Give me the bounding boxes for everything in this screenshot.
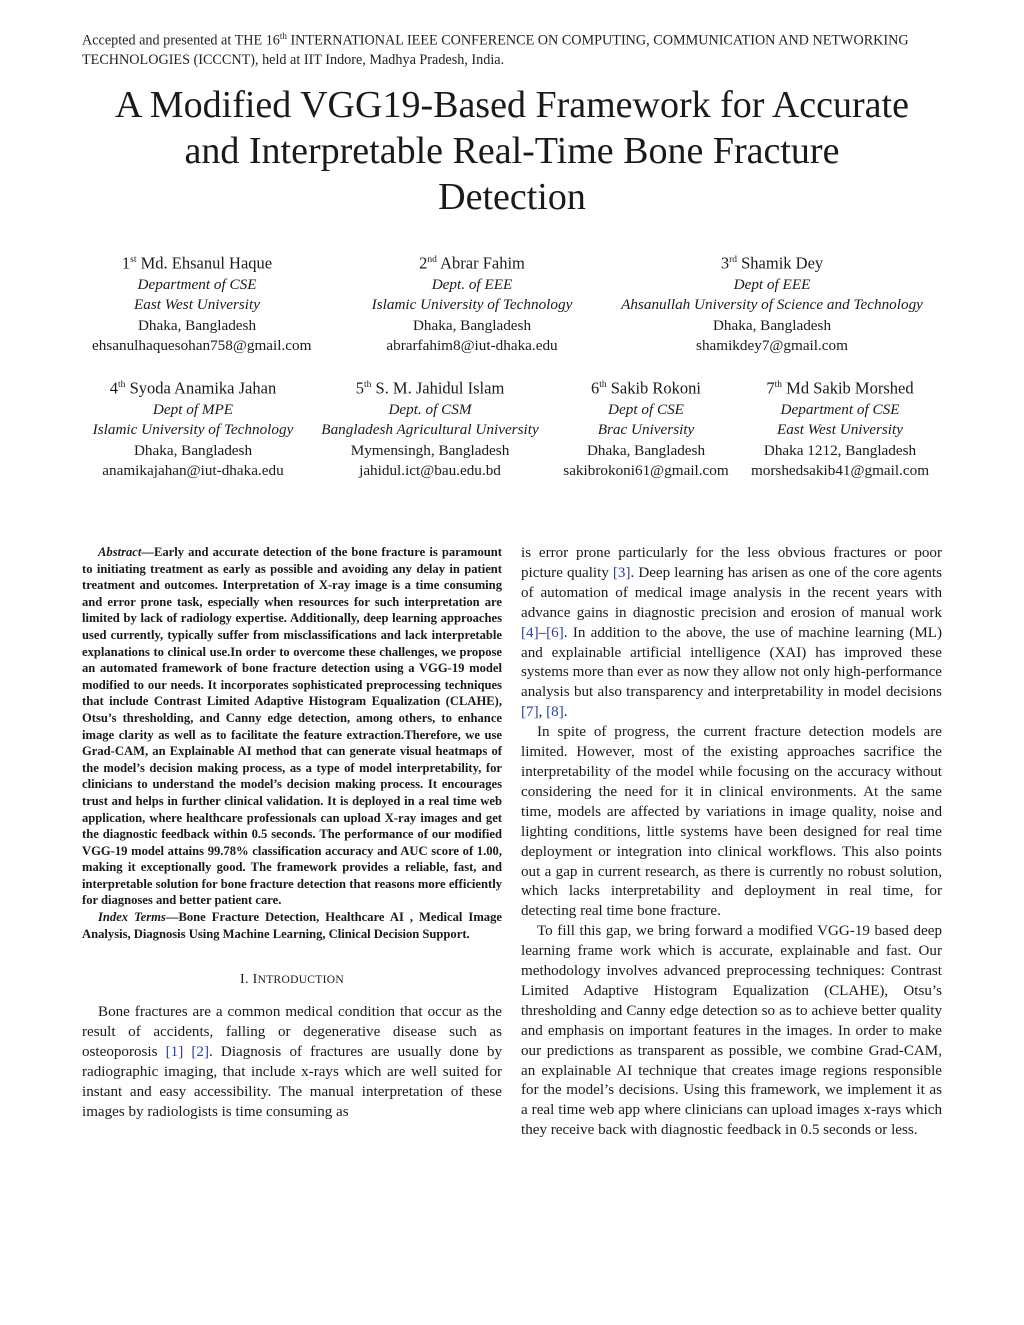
- citation-link[interactable]: [4]: [521, 624, 539, 641]
- author-email: morshedsakib41@gmail.com: [750, 462, 930, 479]
- citation-link[interactable]: [7]: [521, 704, 539, 721]
- notice-text-rest: INTERNATIONAL IEEE CONFERENCE ON COMPUTING, COMMUNICATION AND NETWORKING TECHNOLOGIES (ICCCNT), held at IIT Indore, Madhya Pradesh, India.: [82, 32, 909, 68]
- author-univ: East West University: [777, 421, 903, 438]
- title-line-1: A Modified VGG19-Based Framework for Accurate: [115, 84, 909, 126]
- author-name: 6th Sakib Rokoni: [590, 378, 702, 398]
- author-email: ehsanulhaquesohan758@gmail.com: [92, 337, 312, 354]
- author-block-2: [362, 249, 582, 357]
- author-dept: Department of CSE: [780, 400, 900, 418]
- author-location: Dhaka, Bangladesh: [412, 316, 532, 334]
- author-block-6: [556, 374, 736, 482]
- author-dept: Dept of EEE: [733, 275, 811, 293]
- author-name: 5th S. M. Jahidul Islam: [355, 378, 505, 398]
- author-dept: Dept. of CSM: [388, 400, 472, 418]
- title-line-2: and Interpretable Real-Time Bone Fracture: [184, 130, 840, 172]
- conference-notice: [82, 27, 962, 70]
- author-dept: Dept of CSE: [608, 400, 684, 418]
- author-block-1: [92, 249, 312, 357]
- notice-text: Accepted and presented at THE 16: [82, 32, 280, 49]
- citation-link[interactable]: [2]: [191, 1043, 209, 1060]
- author-dept: Department of CSE: [137, 275, 257, 293]
- author-univ: Islamic University of Technology: [371, 296, 573, 313]
- paper-title: [40, 82, 984, 220]
- right-column: [521, 544, 942, 1141]
- title-line-3: Detection: [438, 176, 586, 218]
- citation-link[interactable]: [1]: [165, 1043, 184, 1060]
- author-univ: East West University: [134, 296, 260, 313]
- author-univ: Islamic University of Technology: [92, 421, 294, 438]
- author-name: 1st Md. Ehsanul Haque: [121, 253, 273, 273]
- author-email: jahidul.ict@bau.edu.bd: [359, 462, 501, 479]
- author-email: abrarfahim8@iut-dhaka.edu: [386, 337, 558, 354]
- citation-link[interactable]: [3]: [612, 564, 631, 581]
- author-block-5: [310, 374, 550, 482]
- author-univ: Brac University: [597, 421, 695, 438]
- author-block-7: [740, 374, 940, 482]
- intro-paragraph-1: Bone fractures are a common medical condition that occur as the result of accidents, falling or degenerative disease such as osteoporosis [1] [2]. Diagnosis of fractures are usually done by radiographic imaging, that include x-rays which are well suited for instant and easy accessibility. The manual interpretation of these images by radiologists is time consuming as: [82, 1004, 502, 1120]
- index-terms: [82, 909, 502, 942]
- index-terms-text: —Bone Fracture Detection, Healthcare AI , Medical Image Analysis, Diagnosis Using Machine Learning, Clinical Decision Support.: [82, 910, 502, 941]
- abstract: [82, 544, 502, 909]
- author-name: 4th Syoda Anamika Jahan: [109, 378, 277, 398]
- author-location: Dhaka 1212, Bangladesh: [763, 441, 917, 459]
- notice-sup: th: [279, 31, 287, 41]
- intro-paragraph-3: To fill this gap, we bring forward a modified VGG-19 based deep learning frame work which is accurate, explainable and fast. Our methodology involves advanced preprocessing techniques: Contrast Limited Adaptive Histogram Equalization (CLAHE), Otsu’s thresholding and Canny edge detection so as to achieve better quality and emphasis on important features in the images. In order to make our predictions as transparent as possible, we combine Grad-CAM, an explainable AI technique that creates image regions responsible for the model’s decisions. Using this framework, we implement it as a real time web app where clinicians can upload images x-rays which they receive back with diagnostic feedback in 0.5 seconds or less.: [521, 923, 942, 1139]
- left-column: [82, 544, 502, 1123]
- author-dept: Dept of MPE: [152, 400, 234, 418]
- citation-link[interactable]: [8]: [546, 704, 564, 721]
- section-heading-introduction: I. INTRODUCTION: [240, 972, 344, 988]
- abstract-lead: Abstract: [98, 545, 142, 559]
- author-name: 7th Md Sakib Morshed: [766, 378, 914, 398]
- author-block-3: [602, 249, 942, 357]
- author-dept: Dept. of EEE: [431, 275, 513, 293]
- abstract-text: —Early and accurate detection of the bone fracture is paramount to initiating treatment as early as possible and avoiding any delay in patient treatment and outcomes. Interpretation of X-ray image is a time consuming and error prone task, especially when resources for such interpretation are limited by lack of radiology expertise. Additionally, deep learning approaches used currently, typically suffer from misclassifications and lack interpretable explanations to clinical use.In order to overcome these challenges, we propose an automated framework of bone fracture detection using a VGG-19 model modified to our needs. It incorporates sophisticated preprocessing techniques that include Contrast Limited Adaptive Histogram Equalization (CLAHE), Otsu’s thresholding, and Canny edge detection, among others, to enhance image clarity as well as to facilitate the feature extraction.Therefore, we use Grad-CAM, an Explainable AI method that can generate visual heatmaps of the model’s decision making process, as a type of model interpretability, for clinicians to understand the model’s decision making process. It encourages trust and helps in further clinical validation. It is deployed in a real time web application, where healthcare professionals can upload X-ray images and get the diagnostic feedback within 0.5 seconds. The performance of our modified VGG-19 model attains 99.78% classification accuracy and AUC score of 1.00, making it exceptionally good. The framework provides a reliable, fast, and interpretable solution for bone fracture detection that reasons more efficiently for diagnoses and better patient care.: [82, 545, 502, 908]
- author-location: Dhaka, Bangladesh: [586, 441, 706, 459]
- author-name: 2nd Abrar Fahim: [419, 253, 525, 273]
- author-email: sakibrokoni61@gmail.com: [563, 462, 729, 479]
- citation-link[interactable]: [6]: [546, 624, 564, 641]
- author-email: anamikajahan@iut-dhaka.edu: [102, 462, 284, 479]
- intro-paragraph-1-continued: is error prone particularly for the less obvious fractures or poor picture quality [3]. Deep learning has arisen as one of the core agents of automation of medical image analysis in the recent years with advance gains in diagnostic precision and erosion of manual work [4]–[6]. In addition to the above, the use of machine learning (ML) and explainable artificial intelligence (XAI) has improved these systems more than ever as now they allow not only high-performance analysis but also transparency and interpretability in model decisions [7], [8].: [521, 545, 942, 721]
- author-email: shamikdey7@gmail.com: [696, 337, 848, 354]
- author-univ: Bangladesh Agricultural University: [321, 421, 539, 438]
- author-block-4: [82, 374, 304, 482]
- author-location: Dhaka, Bangladesh: [712, 316, 832, 334]
- author-name: 3rd Shamik Dey: [720, 253, 824, 273]
- index-terms-lead: Index Terms: [98, 910, 166, 925]
- author-univ: Ahsanullah University of Science and Technology: [621, 296, 923, 313]
- author-location: Dhaka, Bangladesh: [137, 316, 257, 334]
- author-location: Mymensingh, Bangladesh: [350, 441, 510, 459]
- intro-paragraph-2: In spite of progress, the current fracture detection models are limited. However, most of the existing approaches sacrifice the interpretability of the model while focusing on the accuracy without considering the need for it in clinical environments. At the same time, models are affected by variations in image quality, noise and lighting conditions, little systems have been designed for real time deployment or integration into clinical workflows. This also points out a gap in current research, as there is currently no robust solution, which lacks interpretability and deployment in real time, for detecting real time bone fracture.: [521, 724, 942, 920]
- author-location: Dhaka, Bangladesh: [133, 441, 253, 459]
